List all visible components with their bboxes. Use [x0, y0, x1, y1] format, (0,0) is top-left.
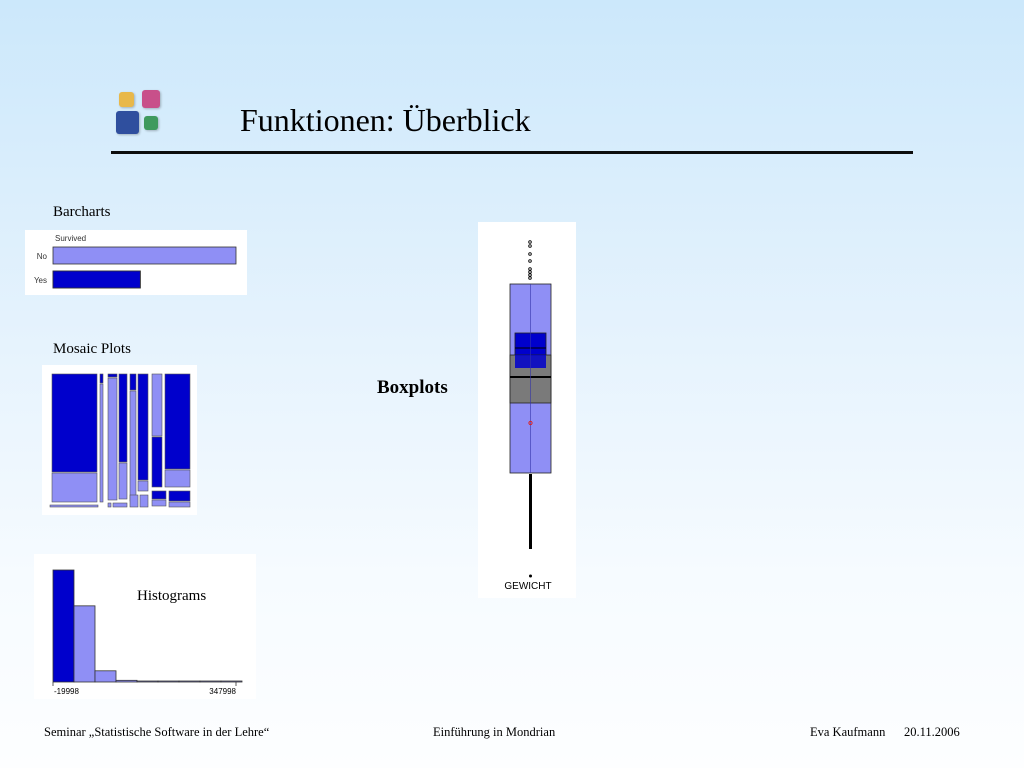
barchart	[25, 230, 247, 295]
boxplot-axis-label: GEWICHT	[504, 581, 552, 592]
outlier-point	[529, 241, 532, 244]
mosaic-tile	[108, 378, 117, 500]
histogram-bin	[95, 671, 116, 682]
histograms-label: Histograms	[137, 588, 207, 604]
title-divider	[111, 151, 913, 154]
mosaic-tile	[100, 374, 103, 383]
histogram-bin	[179, 681, 200, 682]
mosaic-tile	[152, 491, 166, 499]
mosaic-tile	[152, 437, 162, 487]
mosaic-tile	[165, 374, 190, 469]
outlier-point	[529, 245, 532, 248]
footer-seminar: Seminar „Statistische Software in der Lehre“	[44, 725, 270, 739]
barchart-panel	[25, 230, 247, 295]
histogram-panel	[34, 554, 256, 699]
mosaic-plot-panel	[42, 365, 197, 515]
bar-highlight-yes	[53, 271, 140, 288]
mosaic-tile	[169, 502, 190, 507]
histogram-bin	[200, 681, 221, 682]
mosaic-tile	[138, 374, 148, 480]
histogram-bin	[53, 570, 74, 682]
mosaic-tile	[108, 374, 117, 377]
mosaic-tile	[113, 503, 127, 507]
histogram-xmin-label: -19998	[54, 687, 79, 696]
boxplot-panel	[478, 222, 576, 598]
footer-date: 20.11.2006	[904, 725, 960, 739]
mosaic-tile	[50, 505, 98, 507]
histogram-bin	[116, 680, 137, 682]
histogram-bin	[221, 681, 242, 682]
mosaic-tile	[130, 495, 138, 507]
mosaic-tile	[130, 374, 136, 390]
outlier-point	[529, 260, 532, 263]
bar-category-label: Yes	[33, 276, 47, 285]
mosaic-tile	[130, 391, 136, 501]
boxplot	[478, 222, 576, 598]
outlier-point	[529, 575, 532, 578]
mosaic-tile	[100, 384, 103, 502]
mosaic-tile	[119, 374, 127, 462]
outlier-point	[529, 271, 532, 274]
barcharts-label: Barcharts	[53, 204, 111, 220]
mosaic-tile	[140, 495, 148, 507]
histogram-bin	[74, 606, 95, 682]
outlier-point	[529, 274, 532, 277]
footer-topic: Einführung in Mondrian	[433, 725, 556, 739]
four-squares-logo-icon	[116, 90, 164, 136]
footer-author: Eva Kaufmann	[810, 725, 886, 739]
histogram-bin	[158, 681, 179, 682]
outlier-point	[529, 253, 532, 256]
mosaic-tile	[152, 374, 162, 436]
outlier-points-lower	[529, 474, 532, 549]
mosaic-plot	[42, 365, 197, 515]
bar-no	[53, 247, 236, 264]
mosaic-tile	[165, 470, 190, 487]
mosaic-plots-label: Mosaic Plots	[53, 341, 131, 357]
mosaic-tile	[119, 463, 127, 499]
mosaic-tile	[152, 500, 166, 506]
barchart-title: Survived	[55, 234, 87, 243]
histogram-bin	[137, 681, 158, 682]
histogram-xmax-label: 347998	[209, 687, 236, 696]
bar-category-label: No	[36, 252, 47, 261]
mosaic-tile	[52, 473, 97, 502]
outlier-point	[529, 277, 532, 280]
mosaic-tile	[52, 374, 97, 472]
slide-title: Funktionen: Überblick	[240, 102, 531, 138]
mosaic-tile	[138, 481, 148, 491]
mosaic-tile	[169, 491, 190, 501]
mosaic-tile	[108, 503, 111, 507]
boxplots-label: Boxplots	[377, 377, 448, 398]
histogram	[34, 554, 256, 699]
outlier-point	[529, 268, 532, 271]
